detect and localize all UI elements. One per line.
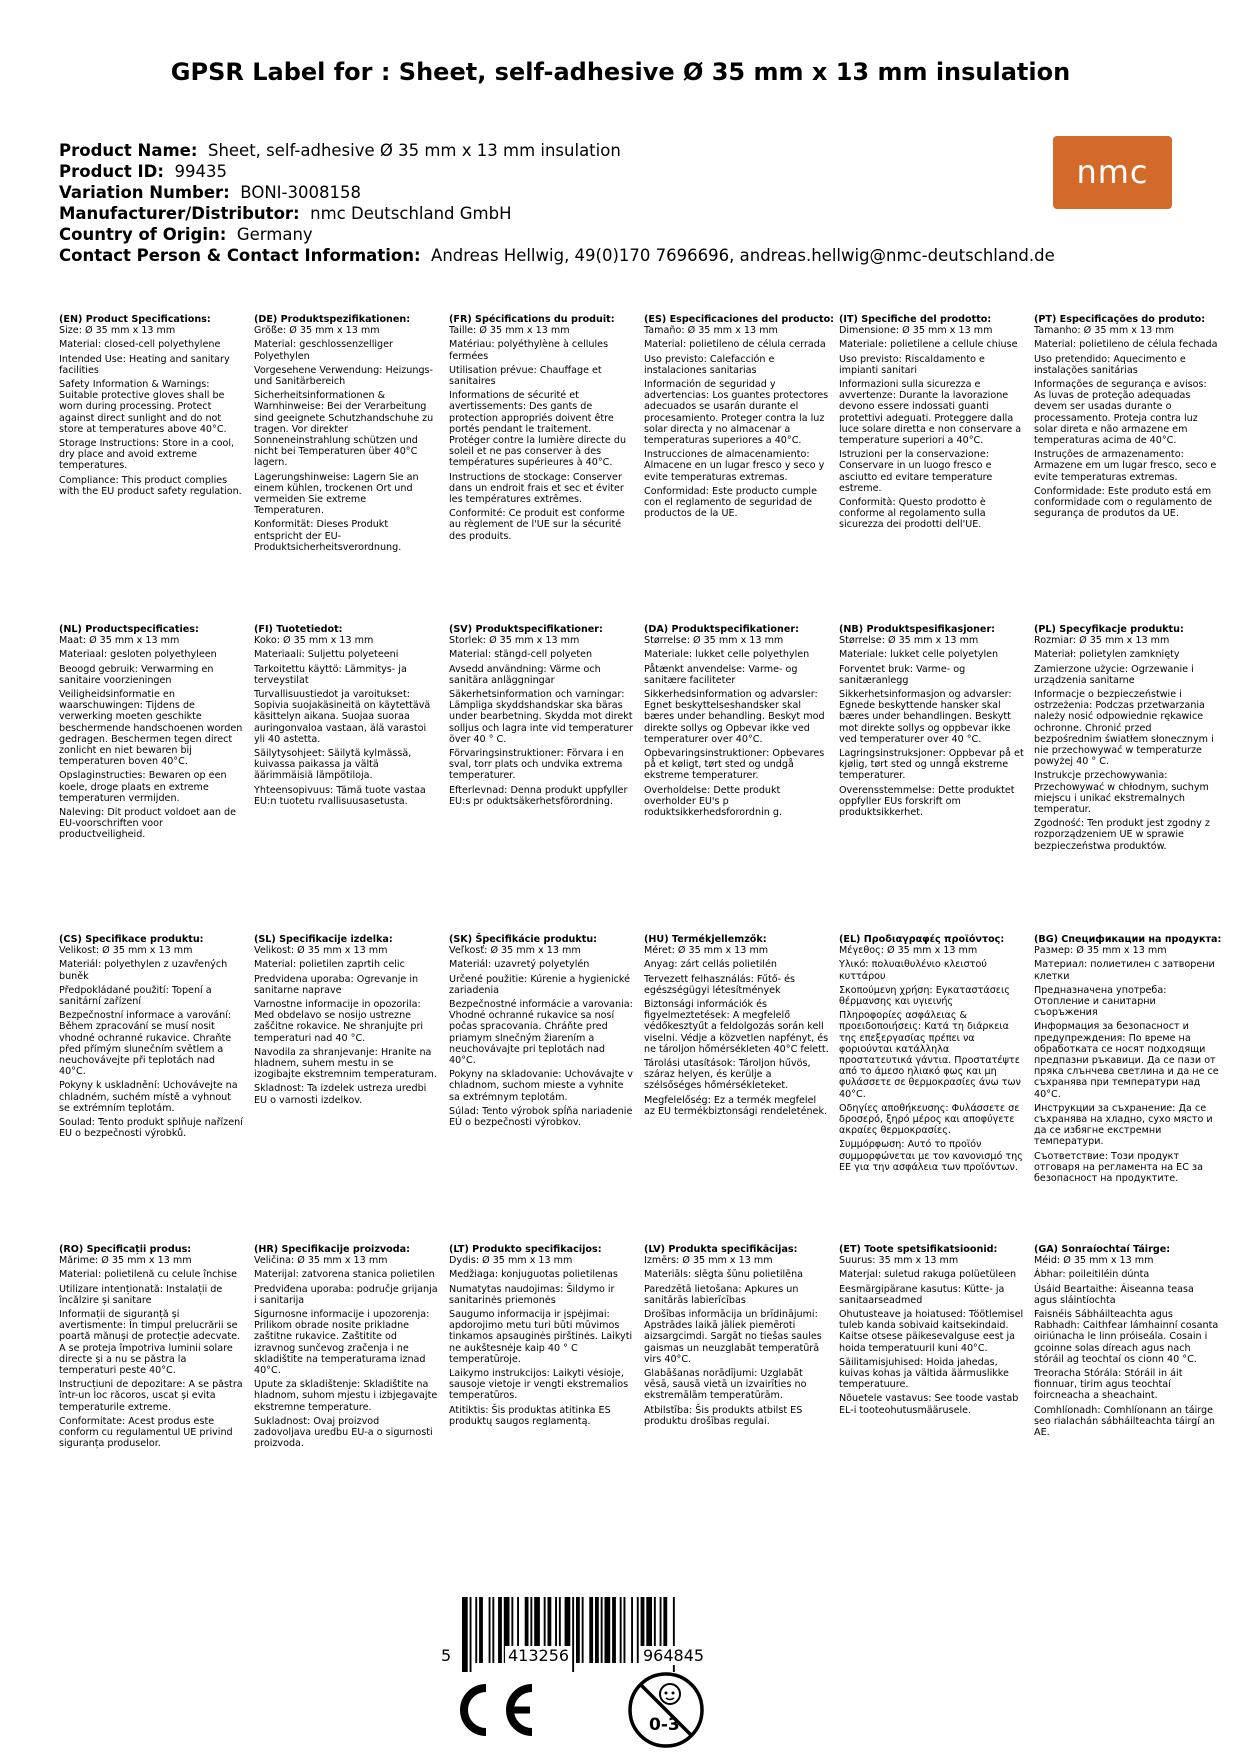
spec-section <box>839 1244 1024 1419</box>
spec-line: Vorgesehene Verwendung: Heizungs- und Sanitärbereich <box>254 364 434 388</box>
barcode-bar <box>475 1597 477 1663</box>
spec-line: Materiál: polyethylen z uzavřených buněk <box>59 959 228 982</box>
spec-line: Информация за безопасност и предупреждения: По време на обработката се носят подходящи предпазни ръкавици. Да се пази от пряка слънчева светлина и да не се съхранява при температури над 40°C. <box>1034 1021 1219 1100</box>
page-title: GPSR Label for : Sheet, self-adhesive Ø 35 mm x 13 mm insulation <box>170 58 1071 86</box>
spec-line: Conformidad: Este producto cumple con el reglamento de seguridad de productos de la UE. <box>644 485 817 520</box>
spec-section-title: (BG) Спецификации на продукта: <box>1034 934 1222 945</box>
spec-line: Glabāšanas norādījumi: Uzglabāt vēsā, sausā vietā un izvairīties no ekstremālām temperatūrām. <box>644 1368 807 1402</box>
spec-line: Σκοπούμενη χρήση: Εγκαταστάσεις θέρμανσης και υγιεινής <box>839 984 1010 1008</box>
spec-line: Naleving: Dit product voldoet aan de EU-voorschriften voor productveiligheid. <box>59 807 236 841</box>
spec-line: Navodila za shranjevanje: Hranite na hladnem, suhem mestu in se izogibajte ekstremnim temperaturam. <box>254 1046 437 1081</box>
spec-section <box>59 314 244 500</box>
spec-line: Předpokládané použití: Topení a sanitární zařízení <box>59 984 212 1008</box>
spec-line: Comhlíonadh: Comhlíonann an táirge seo rialachán sábháilteachta táirgí an AE. <box>1034 1404 1215 1439</box>
spec-section <box>59 624 244 844</box>
spec-section-title: (PT) Especificações do produto: <box>1034 314 1206 325</box>
spec-line: Atbilstība: Šis produkts atbilst ES produktu drošības regulai. <box>644 1404 803 1427</box>
spec-line: Overholdelse: Dette produkt overholder EU's p roduktsikkerhedsforordnin g. <box>644 784 783 819</box>
product-info <box>59 140 1055 266</box>
spec-section <box>59 934 244 1142</box>
spec-line: Tárolási utasítások: Tároljon hűvös, száraz helyen, és kerülje a szélsőséges hőmérsékleteket. <box>644 1058 811 1092</box>
info-row-contact: Contact Person & Contact Information: Andreas Hellwig, 49(0)170 7696696, andreas.hellwig@nmc-deutschland.de <box>59 246 1055 265</box>
spec-section-title: (LT) Produkto specifikacijos: <box>449 1244 602 1255</box>
age-warning-label: 0-3 <box>649 1715 680 1735</box>
spec-section <box>449 314 634 545</box>
spec-line: Veľkosť: Ø 35 mm x 13 mm <box>449 945 581 957</box>
spec-line: Intended Use: Heating and sanitary facilities <box>59 353 230 376</box>
spec-line: Suurus: 35 mm x 13 mm <box>839 1255 959 1267</box>
spec-line: Uso previsto: Riscaldamento e impianti sanitari <box>839 353 985 376</box>
spec-line: Istruzioni per la conservazione: Conservare in un luogo fresco e asciutto ed evitare temperature estreme. <box>839 449 993 494</box>
barcode-bar <box>601 1597 603 1663</box>
barcode-digits-left: 413256 <box>505 1646 572 1665</box>
info-row-variation-number: Variation Number: BONI-3008158 <box>59 183 361 202</box>
barcode-bar <box>620 1597 622 1663</box>
spec-line: Informações de segurança e avisos: As luvas de proteção adequadas devem ser usadas durante o processamento. Proteja contra luz solar direta e não armazene em temperaturas acima de 40°C. <box>1034 379 1207 447</box>
spec-section <box>449 624 634 810</box>
spec-line: Anyag: zárt cellás polietilén <box>644 959 777 971</box>
age-warning-icon <box>626 1670 706 1750</box>
spec-section <box>644 624 829 821</box>
spec-line: Maat: Ø 35 mm x 13 mm <box>59 635 180 647</box>
info-row-manufacturer: Manufacturer/Distributor: nmc Deutschland GmbH <box>59 204 512 223</box>
spec-section <box>839 624 1024 821</box>
spec-section-title: (HR) Specifikacije proizvoda: <box>254 1244 410 1255</box>
barcode-bar <box>462 1597 468 1672</box>
spec-line: Pokyny k uskladnění: Uchovávejte na chladném, suchém místě a vyhnout se extrémním teplotám. <box>59 1080 238 1114</box>
spec-line: Megfelelőség: Ez a termék megfelel az EU termékbiztonsági rendeletének. <box>644 1094 828 1117</box>
spec-section <box>644 1244 829 1430</box>
spec-line: Úsáid Beartaithe: Áiseanna teasa agus sláintíochta <box>1034 1283 1194 1306</box>
spec-line: Avsedd användning: Värme och sanitära anläggningar <box>449 663 601 686</box>
spec-line: Atitiktis: Šis produktas atitinka ES produktų saugos reglamentą. <box>449 1404 611 1427</box>
spec-line: Súlad: Tento výrobok spĺňa nariadenie EÚ o bezpečnosti výrobkov. <box>449 1105 633 1129</box>
info-row-country: Country of Origin: Germany <box>59 225 313 244</box>
spec-line: Säilitamisjuhised: Hoida jahedas, kuivas kohas ja vältida äärmuslikke temperatuure. <box>839 1356 1009 1391</box>
barcode-bar <box>576 1597 580 1663</box>
spec-line: Zamierzone użycie: Ogrzewanie i urządzenia sanitarne <box>1034 663 1194 686</box>
spec-section-title: (SK) Špecifikácie produktu: <box>449 934 598 945</box>
spec-section-title: (DA) Produktspecifikationer: <box>644 624 799 635</box>
spec-section <box>254 624 439 810</box>
spec-line: Faisnéis Sábháilteachta agus Rabhadh: Caithfear lámhainní cosanta oiriúnacha le linn próiseála. Cosain i gcoinne solas díreach agus nach stóráil ag teochtaí os cionn 40 °C. <box>1034 1309 1219 1365</box>
spec-section <box>1034 1244 1219 1441</box>
spec-line: Tamanho: Ø 35 mm x 13 mm <box>1034 325 1174 337</box>
spec-line: Material: polietileno de célula cerrada <box>644 339 826 351</box>
spec-line: Materiale: lukket celle polyethylen <box>644 649 810 661</box>
spec-line: Инструкции за съхранение: Да се съхранява на хладно, сухо място и да се избягне екстремни температури. <box>1034 1102 1213 1148</box>
spec-line: Bezpečnostní informace a varování: Během zpracování se musí nosit vhodné ochranné rukavice. Chraňte před přímým slunečním světlem a neuchovávejte při teplotách nad 40°C. <box>59 1010 232 1078</box>
spec-line: Treoracha Stórála: Stóráil in áit fionnuar, tirim agus teochtaí foircneacha a sheachaint. <box>1034 1368 1183 1402</box>
spec-line: Størrelse: Ø 35 mm x 13 mm <box>839 635 979 647</box>
spec-line: Efterlevnad: Denna produkt uppfyller EU:s pr oduktsäkerhetsförordning. <box>449 784 628 807</box>
spec-line: Materijal: zatvorena stanica polietilen <box>254 1269 435 1281</box>
spec-line: Materjal: suletud rakuga polüetüleen <box>839 1269 1017 1281</box>
spec-line: Predvidena uporaba: Ogrevanje in sanitarne naprave <box>254 973 419 996</box>
spec-line: Instruções de armazenamento: Armazene em um lugar fresco, seco e evite temperaturas extremas. <box>1034 449 1217 483</box>
spec-line: Size: Ø 35 mm x 13 mm <box>59 325 176 337</box>
spec-section <box>254 1244 439 1452</box>
spec-section-title: (NL) Productspecificaties: <box>59 624 199 635</box>
spec-line: Informacje o bezpieczeństwie i ostrzeżenia: Podczas przetwarzania należy nosić odpowiednie rękawice ochronne. Chronić przed bezpośrednim światłem słonecznym i nie przechowywać w temperaturze powyżej 40 ° C. <box>1034 689 1214 768</box>
spec-line: Overensstemmelse: Dette produktet oppfyller EUs forskrift om produktsikkerhet. <box>839 784 1015 819</box>
barcode-bar <box>470 1597 472 1672</box>
spec-line: Koko: Ø 35 mm x 13 mm <box>254 635 374 647</box>
spec-line: Laikymo instrukcijos: Laikyti vėsioje, sausoje vietoje ir vengti ekstremalios temperatūros. <box>449 1368 629 1402</box>
spec-line: Размер: Ø 35 mm x 13 mm <box>1034 945 1167 957</box>
spec-section-title: (NB) Produktspesifikasjoner: <box>839 624 996 635</box>
spec-line: Beoogd gebruik: Verwarming en sanitaire voorzieningen <box>59 663 214 686</box>
spec-line: Material: polietilenă cu celule închise <box>59 1269 238 1281</box>
spec-section-title: (LV) Produkta specifikācijas: <box>644 1244 798 1255</box>
spec-line: Συμμόρφωση: Αυτό το προϊόν συμμορφώνεται με τον κανονισμό της ΕΕ για την ασφάλεια των προϊόντων. <box>839 1139 1023 1173</box>
spec-line: Dydis: Ø 35 mm x 13 mm <box>449 1255 573 1267</box>
spec-line: Utilisation prévue: Chauffage et sanitaires <box>449 364 602 388</box>
spec-line: Material: geschlossenzelliger Polyethylen <box>254 339 393 362</box>
spec-section-title: (EL) Προδιαγραφές προϊόντος: <box>839 934 1005 945</box>
spec-line: Conformité: Ce produit est conforme au règlement de l'UE sur la sécurité des produits. <box>449 508 625 542</box>
spec-line: Storage Instructions: Store in a cool, dry place and avoid extreme temperatures. <box>59 438 235 472</box>
spec-line: Størrelse: Ø 35 mm x 13 mm <box>644 635 784 647</box>
spec-line: Konformität: Dieses Produkt entspricht der EU-Produktsicherheitsverordnung. <box>254 519 402 553</box>
spec-section-title: (PL) Specyfikacje produktu: <box>1034 624 1184 635</box>
spec-line: Materiál: uzavretý polyetylén <box>449 959 590 971</box>
spec-line: Uso pretendido: Aquecimento e instalações sanitárias <box>1034 353 1186 376</box>
spec-line: Izmērs: Ø 35 mm x 13 mm <box>644 1255 773 1267</box>
spec-section <box>449 934 634 1131</box>
spec-section-title: (ET) Toote spetsifikatsioonid: <box>839 1244 998 1255</box>
spec-line: Dimensione: Ø 35 mm x 13 mm <box>839 325 993 337</box>
spec-line: Ábhar: poileitiléin dúnta <box>1034 1269 1150 1281</box>
spec-line: Conformidade: Este produto está em conformidade com o regulamento de segurança de produtos da UE. <box>1034 485 1213 520</box>
spec-line: Mărime: Ø 35 mm x 13 mm <box>59 1255 192 1267</box>
spec-line: Compliance: This product complies with the EU product safety regulation. <box>59 474 242 497</box>
spec-line: Υλικό: πολυαιθυλένιο κλειστού κυττάρου <box>839 959 987 982</box>
spec-line: Informazioni sulla sicurezza e avvertenze: Durante la lavorazione devono essere indossati guanti protettivi adeguati. Proteggere dalla luce solare diretta e non conservare a temperature superiori a 40°C. <box>839 379 1022 447</box>
barcode-bar <box>624 1597 626 1663</box>
spec-line: Lagringsinstruksjoner: Oppbevar på et kjølig, tørt sted og unngå ekstreme temperaturer. <box>839 748 1024 782</box>
spec-line: Veiligheidsinformatie en waarschuwingen: Tijdens de verwerking moeten geschikte beschermende handschoenen worden gedragen. Beschermen tegen direct zonlicht en niet bewaren bij temperaturen boven 40°C. <box>59 689 243 768</box>
spec-line: Предназначена употреба: Отопление и санитарни съоръжения <box>1034 984 1167 1019</box>
spec-section-title: (FI) Tuotetiedot: <box>254 624 343 635</box>
spec-line: Materiale: lukket celle polyetylen <box>839 649 999 661</box>
spec-line: Rozmiar: Ø 35 mm x 13 mm <box>1034 635 1170 647</box>
spec-line: Instrucciones de almacenamiento: Almacene en un lugar fresco y seco y evite temperaturas extremas. <box>644 449 825 483</box>
spec-line: Zgodność: Ten produkt jest zgodny z rozporządzeniem UE w sprawie bezpieczeństwa produktów. <box>1034 818 1210 852</box>
spec-line: Biztonsági információk és figyelmeztetések: A megfelelő védőkesztyűt a feldolgozás során kell viselni. Védje a közvetlen napfényt, és ne tároljon hőmérsékleten 40°C felett. <box>644 999 829 1055</box>
barcode-bar <box>582 1597 584 1663</box>
spec-line: Instructions de stockage: Conserver dans un endroit frais et sec et éviter les températures extrêmes. <box>449 471 624 506</box>
spec-line: Opslaginstructies: Bewaren op een koele, droge plaats en extreme temperaturen vermijden. <box>59 770 227 804</box>
nmc-logo: nmc <box>1053 136 1172 209</box>
spec-line: Πληροφορίες ασφάλειας & προειδοποιήσεις: Κατά τη διάρκεια της επεξεργασίας πρέπει να φοριούνται κατάλληλα προστατευτικά γάντια. Προστατέψτε από το άμεσο ηλιακό φως και μη φυλάσσετε σε θερμοκρασίες άνω των 40°C. <box>839 1010 1021 1100</box>
spec-section-title: (CS) Specifikace produktu: <box>59 934 204 945</box>
spec-line: Instrukcje przechowywania: Przechowywać w chłodnym, suchym miejscu i unikać ekstremalnych temperatur. <box>1034 770 1209 816</box>
spec-line: Sikkerhedsinformation og advarsler: Egnet beskyttelseshandsker skal bæres under behandling. Beskyt mod direkte sollys og Opbevar ikke ved temperaturer over 40°C. <box>644 689 825 745</box>
spec-line: Yhteensopivuus: Tämä tuote vastaa EU:n tuotetu rvallisuusasetusta. <box>254 784 426 807</box>
barcode-bar <box>489 1597 491 1663</box>
spec-line: Eesmärgipärane kasutus: Kütte- ja sanitaarseadmed <box>839 1283 1005 1306</box>
spec-line: Taille: Ø 35 mm x 13 mm <box>449 325 570 337</box>
spec-line: Materiaali: Suljettu polyeteeni <box>254 649 399 661</box>
spec-section-title: (ES) Especificaciones del producto: <box>644 314 835 325</box>
spec-section <box>644 314 835 522</box>
spec-line: Förvaringsinstruktioner: Förvara i en sval, torr plats och undvika extrema temperaturer. <box>449 748 624 782</box>
spec-line: Pokyny na skladovanie: Uchovávajte v chladnom, suchom mieste a vyhnite sa extrémnym teplotám. <box>449 1069 633 1103</box>
ce-mark-icon <box>454 1680 539 1740</box>
spec-line: Saugumo informacija ir įspėjimai: apdorojimo metu turi būti mūvimos tinkamos apsauginės pirštinės. Laikyti ne aukštesnėje kaip 40 ° C temperatūroje. <box>449 1309 633 1365</box>
spec-section <box>59 1244 244 1452</box>
spec-line: Sicherheitsinformationen & Warnhinweise: Bei der Verarbeitung sind geeignete Schutzhandschuhe zu tragen. Vor direkter Sonneneinstrahlung schützen und nicht bei Temperaturen über 40°C lagern. <box>254 390 434 469</box>
spec-line: Numatytas naudojimas: Šildymo ir sanitarinės priemonės <box>449 1283 615 1306</box>
spec-section <box>449 1244 634 1430</box>
spec-section-title: (SV) Produktspecifikationer: <box>449 624 603 635</box>
spec-line: Μέγεθος: Ø 35 mm x 13 mm <box>839 945 978 957</box>
spec-line: Lagerungshinweise: Lagern Sie an einem kühlen, trockenen Ort und vermeiden Sie extreme Temperaturen. <box>254 471 419 517</box>
spec-line: Velikost: Ø 35 mm x 13 mm <box>59 945 193 957</box>
spec-section <box>254 934 439 1109</box>
barcode-bar <box>595 1597 599 1663</box>
spec-line: Skladnost: Ta izdelek ustreza uredbi EU o varnosti izdelkov. <box>254 1083 427 1106</box>
spec-line: Paredzētā lietošana: Apkures un sanitārās labierīcības <box>644 1283 799 1306</box>
spec-line: Sikkerhetsinformasjon og advarsler: Egnede beskyttende hansker skal bæres under behandlingen. Beskytt mot direkte sollys og oppbevar ikke ved temperaturer over 40 °C. <box>839 689 1012 745</box>
spec-section <box>839 314 1024 534</box>
spec-section <box>254 314 439 556</box>
spec-line: Medžiaga: konjuguotas polietilenas <box>449 1269 618 1281</box>
spec-line: Bezpečnostné informácie a varovania: Vhodné ochranné rukavice sa nosí počas spracovania. Chráňte pred priamym slnečným žiarením a neuchovávajte pri teplotách nad 40°C. <box>449 999 633 1067</box>
spec-line: Matériau: polyéthylène à cellules fermées <box>449 339 609 362</box>
barcode-bar <box>572 1597 574 1672</box>
spec-line: Utilizare intenționată: Instalații de încălzire și sanitare <box>59 1283 223 1306</box>
spec-section <box>1034 314 1219 522</box>
spec-line: Säilytysohjeet: Säilytä kylmässä, kuivassa paikassa ja vältä äärimmäisiä lämpötiloja. <box>254 748 412 782</box>
spec-line: Conformitate: Acest produs este conform cu regulamentul UE privind siguranța produselor. <box>59 1415 233 1450</box>
spec-line: Opbevaringsinstruktioner: Opbevares på et køligt, tørt sted og undgå ekstreme temperaturer. <box>644 748 825 782</box>
spec-line: Material: closed-cell polyethylene <box>59 339 221 351</box>
spec-section <box>1034 934 1222 1187</box>
barcode-bar <box>631 1597 633 1663</box>
barcode-bar <box>492 1597 494 1663</box>
spec-line: Información de seguridad y advertencias: Los guantes protectores adecuados se usarán durante el procesamiento. Proteger contra la luz solar directa y no almacenar a temperaturas superiores a 40°C. <box>644 379 829 447</box>
barcode-bar <box>589 1597 593 1663</box>
spec-line: Material: polietileno de célula fechada <box>1034 339 1218 351</box>
spec-line: Материал: полиетилен с затворени клетки <box>1034 959 1215 982</box>
barcode-bar <box>479 1597 483 1663</box>
spec-section <box>839 934 1024 1176</box>
spec-line: Materiāls: slēgta šūnu polietilēna <box>644 1269 804 1281</box>
spec-section-title: (SL) Specifikacije izdelka: <box>254 934 393 945</box>
barcode-bar <box>612 1597 616 1663</box>
spec-line: Säkerhetsinformation och varningar: Lämpliga skyddshandskar ska bäras under bearbetning. Skydda mot direkt solljus och lagra inte vid temperaturer över 40 ° C. <box>449 689 633 745</box>
spec-line: Ohutusteave ja hoiatused: Töötlemisel tuleb kanda sobivaid kaitsekindaid. Kaitse otsese päikesevalguse eest ja hoida temperatuuril kuni 40°C. <box>839 1309 1024 1354</box>
spec-line: Méid: Ø 35 mm x 13 mm <box>1034 1255 1154 1267</box>
barcode-digit-1: 5 <box>438 1646 454 1665</box>
spec-line: Påtænkt anvendelse: Varme- og sanitære faciliteter <box>644 663 798 686</box>
spec-line: Größe: Ø 35 mm x 13 mm <box>254 325 380 337</box>
spec-line: Material: polietilen zaprtih celic <box>254 959 405 971</box>
spec-line: Velikost: Ø 35 mm x 13 mm <box>254 945 388 957</box>
spec-line: Méret: Ø 35 mm x 13 mm <box>644 945 769 957</box>
spec-section-title: (EN) Product Specifications: <box>59 314 211 325</box>
barcode-bar <box>637 1597 639 1663</box>
spec-section-title: (RO) Specificații produs: <box>59 1244 192 1255</box>
spec-line: Safety Information & Warnings: Suitable protective gloves shall be worn during processing. Protect against direct sunlight and do not store at temperatures above 40°C. <box>59 379 227 435</box>
spec-section-title: (DE) Produktspezifikationen: <box>254 314 411 325</box>
spec-section-title: (GA) Sonraíochtaí Táirge: <box>1034 1244 1171 1255</box>
spec-line: Soulad: Tento produkt splňuje nařízení EU o bezpečnosti výrobků. <box>59 1117 243 1140</box>
spec-line: Conformità: Questo prodotto è conforme al regolamento sulla sicurezza dei prodotti dell'UE. <box>839 497 986 531</box>
spec-line: Informații de siguranță și avertismente: În timpul prelucrării se poartă mănuși de protecție adecvate. A se proteja împotriva luminii solare directe și a nu se păstra la temperaturi peste 40°C. <box>59 1309 241 1377</box>
spec-line: Forventet bruk: Varme- og sanitæranlegg <box>839 663 966 686</box>
spec-line: Nõuetele vastavus: See toode vastab EL-i tooteohutusmäärusele. <box>839 1393 1019 1416</box>
spec-line: Turvallisuustiedot ja varoitukset: Sopivia suojakäsineitä on käytettävä käsittelyn aikana. Suojaa suoraa auringonvaloa vastaan, älä varastoi yli 40 astetta. <box>254 689 431 745</box>
spec-line: Tamaño: Ø 35 mm x 13 mm <box>644 325 778 337</box>
spec-line: Tervezett felhasználás: Fűtő- és egészségügyi létesítmények <box>644 973 796 996</box>
spec-section <box>1034 624 1219 855</box>
barcode-bar <box>498 1597 502 1663</box>
info-row-product-name: Product Name: Sheet, self-adhesive Ø 35 mm x 13 mm insulation <box>59 141 621 160</box>
spec-line: Varnostne informacije in opozorila: Med obdelavo se nosijo ustrezne zaščitne rokavice. Ne shranjujte pri temperaturi nad 40 °C. <box>254 999 424 1044</box>
spec-line: Materiaal: gesloten polyethyleen <box>59 649 217 661</box>
spec-line: Съответствие: Този продукт отговаря на регламента на ЕС за безопасност на продуктите. <box>1034 1150 1203 1185</box>
spec-line: Informations de sécurité et avertissements: Des gants de protection appropriés doivent être portés pendant le traitement. Protéger contre la lumière directe du soleil et ne pas conserver à des températures supérieures à 40°C. <box>449 390 627 469</box>
spec-section <box>644 934 829 1120</box>
barcode-digits-right: 964845 <box>640 1646 707 1665</box>
spec-section-title: (IT) Specifiche del prodotto: <box>839 314 992 325</box>
spec-line: Materiale: polietilene a cellule chiuse <box>839 339 1018 351</box>
spec-line: Upute za skladištenje: Skladištite na hladnom, suhom mjestu i izbjegavajte ekstremne temperature. <box>254 1379 438 1413</box>
spec-line: Drošības informācija un brīdinājumi: Apstrādes laikā jāliek piemēroti aizsargcimdi. Sargāt no tiešas saules gaismas un neuzglabāt temperatūrā virs 40°C. <box>644 1309 822 1365</box>
info-row-product-id: Product ID: 99435 <box>59 162 227 181</box>
spec-line: Veličina: Ø 35 mm x 13 mm <box>254 1255 388 1267</box>
spec-section-title: (HU) Termékjellemzők: <box>644 934 767 945</box>
spec-line: Storlek: Ø 35 mm x 13 mm <box>449 635 580 647</box>
spec-line: Material: stängd-cell polyeten <box>449 649 593 661</box>
spec-line: Tarkoitettu käyttö: Lämmitys- ja terveystilat <box>254 663 407 686</box>
spec-line: Οδηγίες αποθήκευσης: Φυλάσσετε σε δροσερό, ξηρό μέρος και αποφύγετε ακραίες θερμοκρασίες. <box>839 1102 1020 1137</box>
spec-line: Uso previsto: Calefacción e instalaciones sanitarias <box>644 353 775 376</box>
spec-line: Určené použitie: Kúrenie a hygienické zariadenia <box>449 973 631 996</box>
spec-line: Materiał: polietylen zamknięty <box>1034 649 1180 661</box>
spec-line: Predviđena uporaba: područje grijanja i sanitarija <box>254 1283 438 1306</box>
spec-line: Sigurnosne informacije i upozorenja: Prilikom obrade nosite prikladne zaštitne rukavice. Zaštitite od izravnog sunčevog zračenja i ne skladištite na temperaturama iznad 40°C. <box>254 1309 430 1377</box>
spec-line: Instrucțiuni de depozitare: A se păstra într-un loc răcoros, uscat și evita temperaturile extreme. <box>59 1379 243 1413</box>
spec-section-title: (FR) Spécifications du produit: <box>449 314 615 325</box>
spec-line: Sukladnost: Ovaj proizvod zadovoljava uredbu EU-a o sigurnosti proizvoda. <box>254 1415 433 1450</box>
barcode-bar <box>605 1597 611 1663</box>
